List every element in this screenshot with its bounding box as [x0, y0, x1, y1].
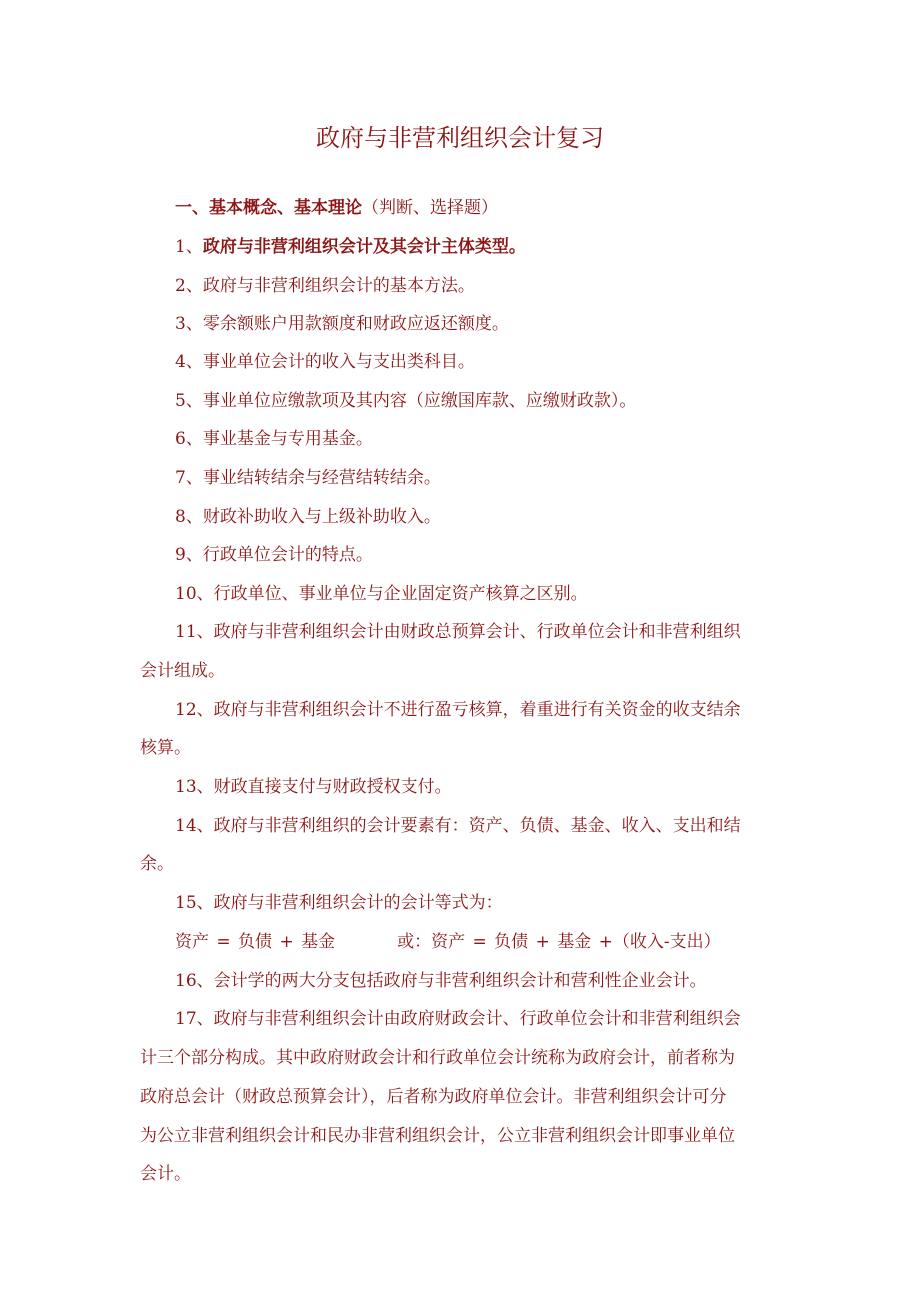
text-line: 政府总会计（财政总预算会计），后者称为政府单位会计。非营利组织会计可分 — [140, 1087, 727, 1107]
text-line: 8、财政补助收入与上级补助收入。 — [175, 507, 441, 527]
item-text: 政府与非营利组织会计及其会计主体类型。 — [202, 237, 526, 257]
list-item — [175, 237, 526, 257]
text-line: 3、零余额账户用款额度和财政应返还额度。 — [175, 314, 509, 334]
text-line: 2、政府与非营利组织会计的基本方法。 — [175, 276, 475, 296]
text-line: 核算。 — [140, 738, 191, 758]
text-line: 余。 — [140, 854, 174, 874]
text-line: 会计。 — [140, 1164, 191, 1184]
text-line: 为公立非营利组织会计和民办非营利组织会计，公立非营利组织会计即事业单位 — [140, 1126, 735, 1146]
document-title: 政府与非营利组织会计复习 — [316, 124, 604, 152]
text-line: 10、行政单位、事业单位与企业固定资产核算之区别。 — [175, 584, 588, 604]
text-line: 5、事业单位应缴款项及其内容（应缴国库款、应缴财政款）。 — [175, 391, 637, 411]
text-line: 14、政府与非营利组织的会计要素有：资产、负债、基金、收入、支出和结 — [175, 816, 741, 836]
text-line: 4、事业单位会计的收入与支出类科目。 — [175, 352, 475, 372]
formula — [175, 932, 721, 952]
text-line: 6、事业基金与专用基金。 — [175, 429, 373, 449]
text-line: 计三个部分构成。其中政府财政会计和行政单位会计统称为政府会计，前者称为 — [140, 1048, 735, 1068]
text-line: 11、政府与非营利组织会计由财政总预算会计、行政单位会计和非营利组织 — [175, 622, 741, 642]
text-line: 会计组成。 — [140, 661, 225, 681]
heading-bold: 一、基本概念、基本理论 — [175, 198, 362, 218]
text-line: 13、财政直接支付与财政授权支付。 — [175, 777, 452, 797]
item-number: 1、 — [175, 237, 203, 257]
heading-note: （判断、选择题） — [362, 198, 498, 218]
text-line: 16、会计学的两大分支包括政府与非营利组织会计和营利性企业会计。 — [175, 971, 707, 991]
section-heading — [175, 198, 498, 218]
formula-a: 资产 = 负债 + 基金 — [175, 932, 336, 952]
text-line: 7、事业结转结余与经营结转结余。 — [175, 468, 441, 488]
text-line: 17、政府与非营利组织会计由政府财政会计、行政单位会计和非营利组织会 — [175, 1009, 741, 1029]
text-line: 15、政府与非营利组织会计的会计等式为： — [175, 893, 503, 913]
formula-b: 或：资产 = 负债 + 基金 +（收入-支出） — [397, 932, 721, 952]
text-line: 9、行政单位会计的特点。 — [175, 545, 373, 565]
text-line: 12、政府与非营利组织会计不进行盈亏核算，着重进行有关资金的收支结余 — [175, 700, 741, 720]
